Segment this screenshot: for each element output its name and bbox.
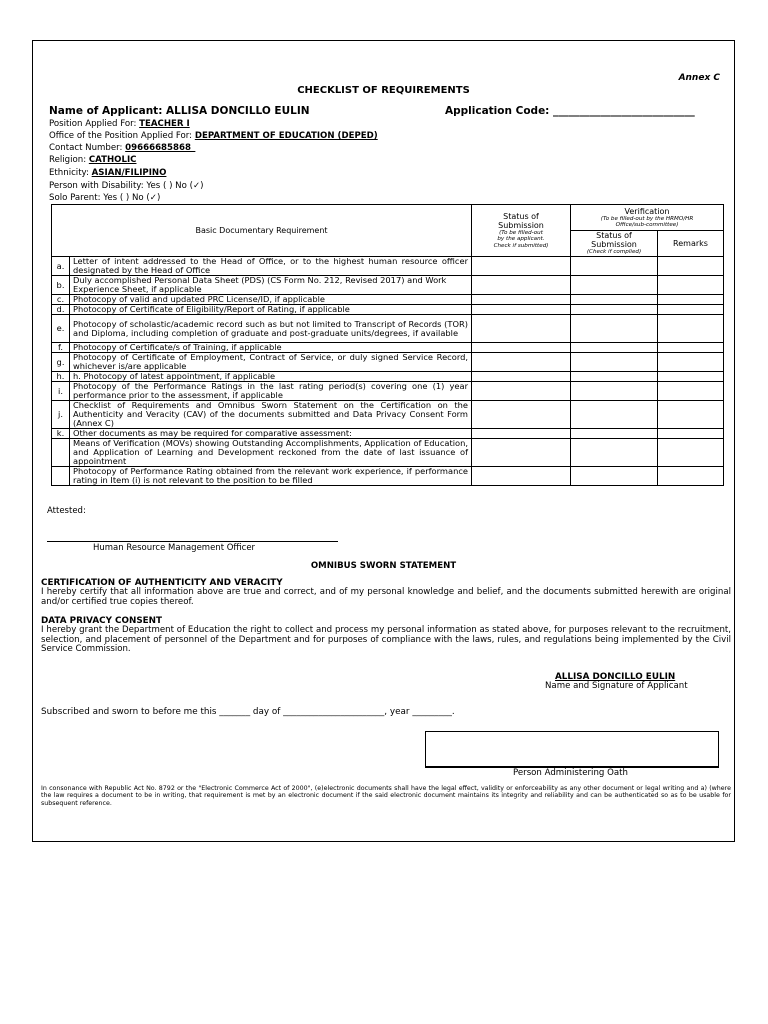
remarks-cell[interactable] (658, 401, 724, 429)
verification-cell[interactable] (571, 401, 658, 429)
cav-text: I hereby certify that all information above are true and correct, and of my personal knowledge and belief, and the documents submitted herewith are original and/or certified true copies thereof. (41, 587, 731, 607)
status-cell[interactable] (472, 401, 571, 429)
checklist-document (32, 40, 735, 842)
status-cell[interactable] (472, 343, 571, 353)
remarks-cell[interactable] (658, 429, 724, 439)
col-verification-status: Status of Submission (Check if complied) (571, 231, 658, 257)
remarks-cell[interactable] (658, 305, 724, 315)
status-cell[interactable] (472, 372, 571, 382)
verification-cell[interactable] (571, 372, 658, 382)
religion: Religion: CATHOLIC (49, 155, 137, 165)
oath-label: Person Administering Oath (513, 768, 628, 778)
col-verification: Verification (To be filled-out by the HRMO/HR Office/sub-committee) (571, 205, 724, 231)
footnote: In consonance with Republic Act No. 8792 or the "Electronic Commerce Act of 2000", (e)electronic documents shall have the legal effect, validity or enforceability as any other document or legal writing and a) (where the law requires a document to be in writing, that requirement is met by an electronic document if the said electronic document maintains its integrity and reliability and can be authenticated so as to be usable for subsequent reference. (41, 785, 731, 807)
ethnicity: Ethnicity: ASIAN/FILIPINO (49, 168, 167, 178)
verification-cell[interactable] (571, 343, 658, 353)
contact-number: Contact Number: 09666685868_ (49, 143, 196, 153)
document-title: CHECKLIST OF REQUIREMENTS (297, 85, 470, 96)
omnibus-title: OMNIBUS SWORN STATEMENT (310, 561, 457, 571)
cav-heading: CERTIFICATION OF AUTHENTICITY AND VERACITY (41, 578, 283, 588)
table-row: k. Other documents as may be required for comparative assessment: (52, 429, 724, 439)
application-code: Application Code: ___________________________ (445, 105, 695, 117)
applicant-name: Name of Applicant: ALLISA DONCILLO EULIN (49, 105, 310, 117)
remarks-cell[interactable] (658, 467, 724, 486)
status-cell[interactable] (472, 257, 571, 276)
table-row: d. Photocopy of Certificate of Eligibility/Report of Rating, if applicable (52, 305, 724, 315)
remarks-cell[interactable] (658, 439, 724, 467)
status-cell[interactable] (472, 439, 571, 467)
table-row: a. Letter of intent addressed to the Head of Office, or to the highest human resource officer designated by the Head of Office (52, 257, 724, 276)
office-applied: Office of the Position Applied For: DEPARTMENT OF EDUCATION (DEPED) (49, 131, 378, 141)
verification-cell[interactable] (571, 467, 658, 486)
disability: Person with Disability: Yes ( ) No (✓) (49, 181, 204, 191)
table-row: Photocopy of Performance Rating obtained from the relevant work experience, if performance rating in Item (i) is not relevant to the position to be filled (52, 467, 724, 486)
remarks-cell[interactable] (658, 372, 724, 382)
status-cell[interactable] (472, 305, 571, 315)
table-row: c. Photocopy of valid and updated PRC License/ID, if applicable (52, 295, 724, 305)
remarks-cell[interactable] (658, 257, 724, 276)
status-cell[interactable] (472, 467, 571, 486)
annex-label: Annex C (678, 73, 720, 83)
remarks-cell[interactable] (658, 276, 724, 295)
remarks-cell[interactable] (658, 343, 724, 353)
privacy-heading: DATA PRIVACY CONSENT (41, 616, 163, 626)
col-remarks: Remarks (658, 231, 724, 257)
remarks-cell[interactable] (658, 353, 724, 372)
table-row: i. Photocopy of the Performance Ratings in the last rating period(s) covering one (1) year performance prior to the assessment, if applicable (52, 382, 724, 401)
table-row: f. Photocopy of Certificate/s of Training, if applicable (52, 343, 724, 353)
col-status: Status of Submission (To be filled-out by the applicant. Check if submitted) (472, 205, 571, 257)
col-requirement: Basic Documentary Requirement (52, 205, 472, 257)
hrmo-signature-line[interactable] (47, 541, 338, 542)
verification-cell[interactable] (571, 315, 658, 343)
requirements-table (51, 204, 724, 486)
status-cell[interactable] (472, 429, 571, 439)
table-row: b. Duly accomplished Personal Data Sheet (PDS) (CS Form No. 212, Revised 2017) and Work Experience Sheet, if applicable (52, 276, 724, 295)
status-cell[interactable] (472, 353, 571, 372)
verification-cell[interactable] (571, 382, 658, 401)
solo-parent: Solo Parent: Yes ( ) No (✓) (49, 193, 161, 203)
table-row: h. h. Photocopy of latest appointment, if applicable (52, 372, 724, 382)
privacy-text: I hereby grant the Department of Education the right to collect and process my personal information as stated above, for purposes relevant to the recruitment, selection, and placement of personnel of the Department and for purposes of compliance with the laws, rules, and regulations being implemented by the Civil Service Commission. (41, 625, 731, 655)
table-row: Means of Verification (MOVs) showing Outstanding Accomplishments, Application of Education, and Application of Learning and Development reckoned from the date of last issuance of appointment (52, 439, 724, 467)
oath-signature-box[interactable] (425, 731, 719, 767)
applicant-signature-label: Name and Signature of Applicant (545, 681, 688, 691)
verification-cell[interactable] (571, 353, 658, 372)
table-row: g. Photocopy of Certificate of Employment, Contract of Service, or duly signed Service Record, whichever is/are applicable (52, 353, 724, 372)
verification-cell[interactable] (571, 439, 658, 467)
remarks-cell[interactable] (658, 382, 724, 401)
status-cell[interactable] (472, 382, 571, 401)
verification-cell[interactable] (571, 276, 658, 295)
verification-cell[interactable] (571, 295, 658, 305)
sworn-statement: Subscribed and sworn to before me this _______ day of _______________________, year _________. (41, 707, 455, 717)
status-cell[interactable] (472, 315, 571, 343)
status-cell[interactable] (472, 276, 571, 295)
attested-label: Attested: (47, 506, 86, 516)
table-row: j. Checklist of Requirements and Omnibus Sworn Statement on the Certification on the Authenticity and Veracity (CAV) of the documents submitted and Data Privacy Consent Form (Annex C) (52, 401, 724, 429)
remarks-cell[interactable] (658, 295, 724, 305)
status-cell[interactable] (472, 295, 571, 305)
verification-cell[interactable] (571, 429, 658, 439)
verification-cell[interactable] (571, 305, 658, 315)
hrmo-label: Human Resource Management Officer (93, 543, 256, 553)
verification-cell[interactable] (571, 257, 658, 276)
applicant-signature-name: ALLISA DONCILLO EULIN (555, 672, 676, 682)
remarks-cell[interactable] (658, 315, 724, 343)
position-applied: Position Applied For: TEACHER I (49, 119, 190, 129)
table-header-row (52, 205, 724, 231)
table-row: e. Photocopy of scholastic/academic record such as but not limited to Transcript of Records (TOR) and Diploma, including completion of graduate and post-graduate units/degrees, if available (52, 315, 724, 343)
